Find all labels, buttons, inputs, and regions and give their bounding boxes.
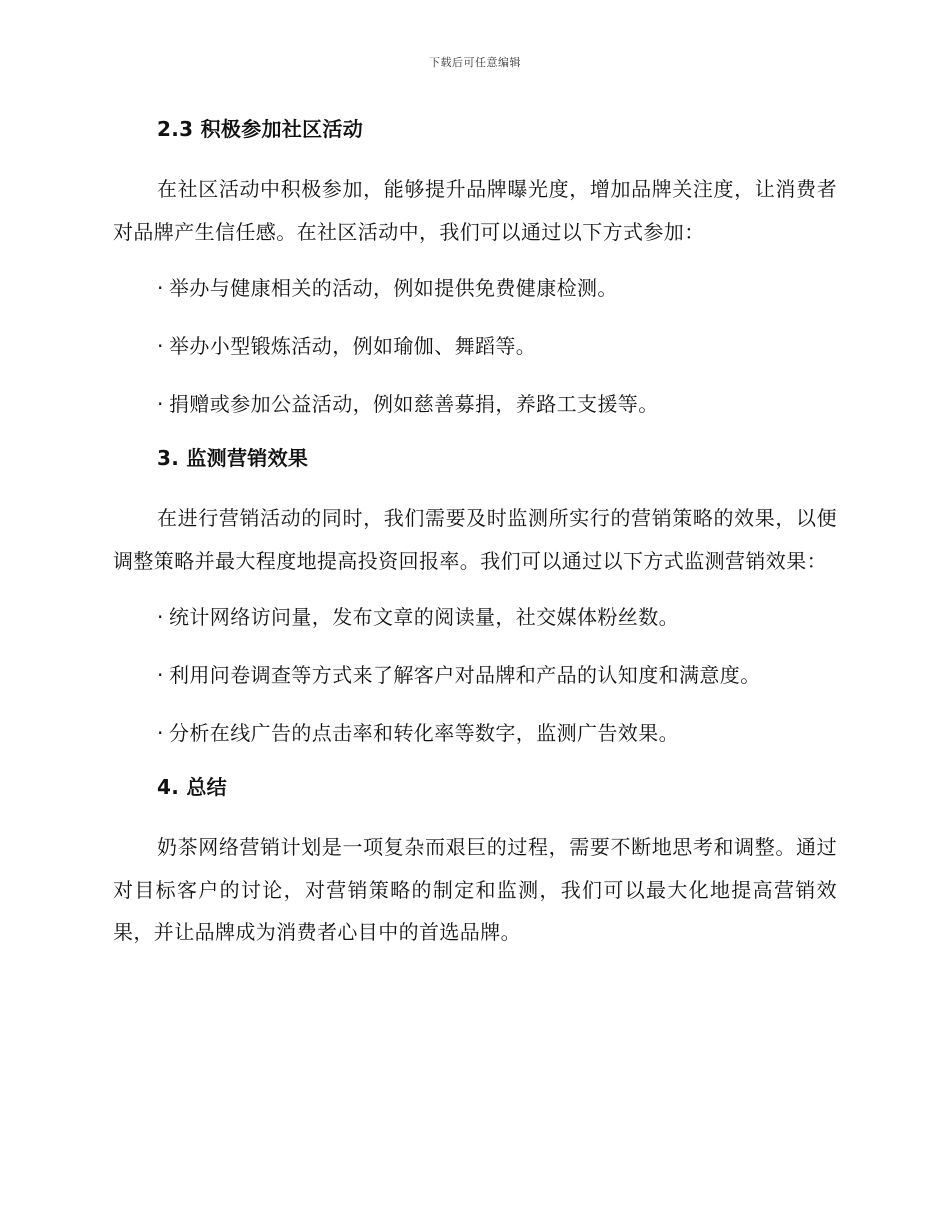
bullet-list-community xyxy=(113,267,837,426)
bullet-dot: · xyxy=(157,276,164,300)
list-item-text: 统计网络访问量，发布文章的阅读量，社交媒体粉丝数。 xyxy=(169,605,679,629)
document-body xyxy=(113,112,837,968)
section-paragraph-summary: 奶茶网络营销计划是一项复杂而艰巨的过程，需要不断地思考和调整。通过对目标客户的讨论，对营销策略的制定和监测，我们可以最大化地提高营销效果，并让品牌成为消费者心目中的首选品牌。 xyxy=(113,835,837,944)
section-heading-monitoring: 3. 监测营销效果 xyxy=(157,446,309,470)
bullet-dot: · xyxy=(157,663,164,687)
bullet-list-monitoring xyxy=(113,596,837,755)
list-item xyxy=(113,383,837,426)
list-item-text: 利用问卷调查等方式来了解客户对品牌和产品的认知度和满意度。 xyxy=(169,663,761,687)
bullet-dot: · xyxy=(157,334,164,358)
bullet-dot: · xyxy=(157,605,164,629)
section-paragraph-community: 在社区活动中积极参加，能够提升品牌曝光度，增加品牌关注度，让消费者对品牌产生信任感。在社区活动中，我们可以通过以下方式参加： xyxy=(113,177,837,244)
list-item xyxy=(113,654,837,697)
list-item xyxy=(113,596,837,639)
section-heading-summary: 4. 总结 xyxy=(157,775,227,799)
list-item-text: 捐赠或参加公益活动，例如慈善募捐，养路工支援等。 xyxy=(169,392,659,416)
list-item xyxy=(113,712,837,755)
list-item-text: 分析在线广告的点击率和转化率等数字，监测广告效果。 xyxy=(169,721,679,745)
section-heading-community: 2.3 积极参加社区活动 xyxy=(157,117,363,141)
list-item-text: 举办小型锻炼活动，例如瑜伽、舞蹈等。 xyxy=(169,334,537,358)
section-paragraph-monitoring: 在进行营销活动的同时，我们需要及时监测所实行的营销策略的效果，以便调整策略并最大程度地提高投资回报率。我们可以通过以下方式监测营销效果： xyxy=(113,506,837,573)
bullet-dot: · xyxy=(157,721,164,745)
bullet-dot: · xyxy=(157,392,164,416)
page-header: 下载后可任意编辑 xyxy=(429,56,521,69)
list-item xyxy=(113,267,837,310)
list-item-text: 举办与健康相关的活动，例如提供免费健康检测。 xyxy=(169,276,618,300)
list-item xyxy=(113,325,837,368)
